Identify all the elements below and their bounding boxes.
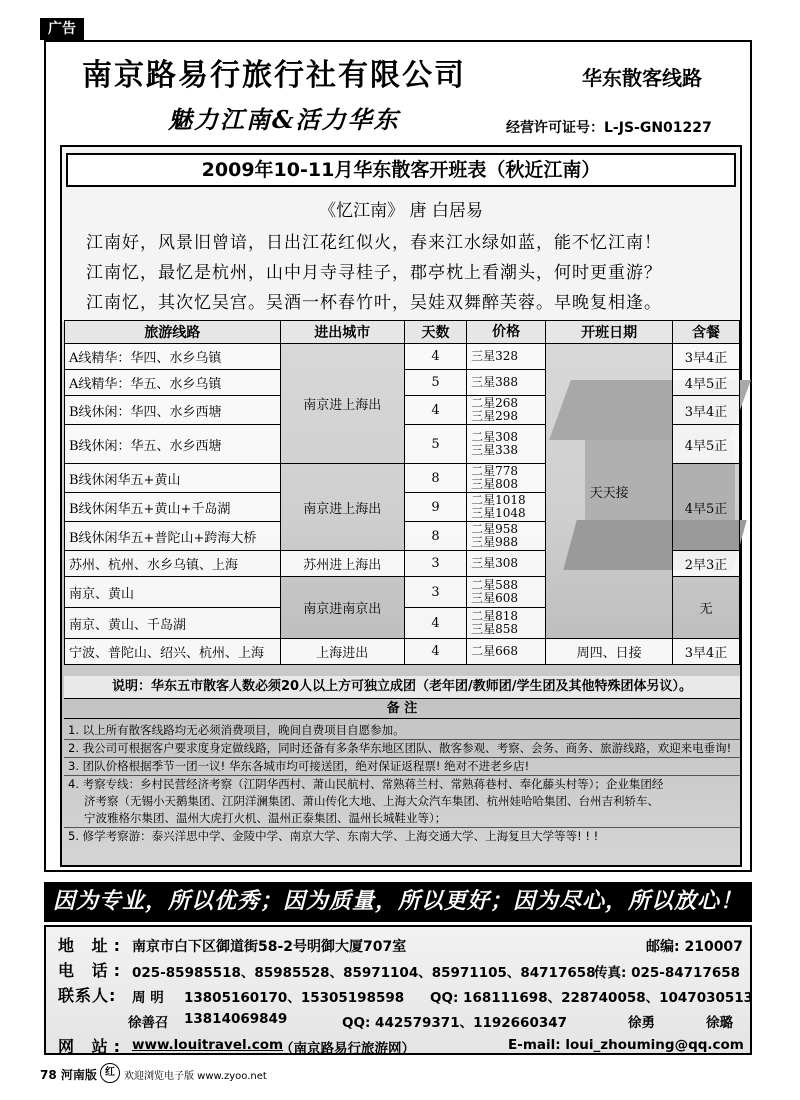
price-value: 二星268 (471, 396, 518, 410)
table-row (65, 344, 740, 370)
qq: QQ: 168111698、228740058、1047030513 (430, 990, 754, 1006)
meal-cell: 2早3正 (672, 551, 739, 577)
price-value: 三星608 (471, 591, 518, 605)
price-cell (467, 577, 546, 608)
price-value: 二星588 (471, 578, 518, 592)
route-cell: B线休闲华五+黄山+千岛湖 (65, 493, 281, 522)
price-value: 三星338 (471, 443, 518, 457)
price-value: 二星778 (471, 464, 518, 478)
days-cell: 8 (404, 522, 466, 551)
schedule-table (64, 320, 740, 665)
price-cell (467, 522, 546, 551)
route-cell: B线休闲：华五、水乡西塘 (65, 425, 281, 464)
days-cell: 8 (404, 464, 466, 493)
schedule-title: 2009年10-11月华东散客开班表（秋近江南） (66, 153, 736, 187)
price-value: 二星1018 (471, 493, 526, 507)
date-cell: 天天接 (546, 344, 673, 639)
header-days: 天数 (404, 321, 466, 344)
price-value: 三星328 (471, 349, 518, 363)
address: 南京市白下区御道街58-2号明御大厦707室 (132, 939, 407, 955)
price-value: 三星988 (471, 535, 518, 549)
days-cell: 4 (404, 396, 466, 425)
mobile: 13805160170、15305198598 (184, 990, 405, 1006)
phone-label: 电 话: (58, 961, 126, 980)
route-cell: 南京、黄山、千岛湖 (65, 608, 281, 639)
price-value: 二星308 (471, 430, 518, 444)
table-row (65, 639, 740, 665)
poem (66, 190, 736, 320)
days-cell: 4 (404, 608, 466, 639)
days-cell: 9 (404, 493, 466, 522)
route-cell: B线休闲华五+普陀山+跨海大桥 (65, 522, 281, 551)
contact-person: 周 明 (132, 990, 164, 1006)
contact-person: 徐璐 (706, 1015, 733, 1031)
price-cell (467, 551, 546, 577)
postcode: 邮编: 210007 (646, 939, 743, 955)
poem-line: 江南忆，其次忆吴宫。吴酒一杯春竹叶，吴娃双舞醉芙蓉。早晚复相逢。 (86, 293, 662, 313)
remarks-heading: 备 注 (64, 700, 740, 719)
poem-line: 江南忆，最忆是杭州，山中月寺寻桂子，郡亭枕上看潮头，何时更重游？ (86, 263, 662, 283)
website-label: 网 站: (58, 1037, 126, 1056)
price-value: 三星858 (471, 622, 518, 636)
price-cell (467, 396, 546, 425)
price-value: 三星808 (471, 477, 518, 491)
price-cell (467, 370, 546, 396)
poem-title: 《忆江南》 唐 白居易 (319, 201, 483, 221)
contact-person: 徐善召 (128, 1015, 169, 1031)
price-cell (467, 425, 546, 464)
price-cell (467, 344, 546, 370)
contact-person: 徐勇 (628, 1015, 655, 1031)
days-cell: 4 (404, 344, 466, 370)
meal-cell: 3早4正 (672, 396, 739, 425)
city-cell: 南京进上海出 (280, 464, 404, 551)
remark-item: 5. 修学考察游：泰兴洋思中学、金陵中学、南京大学、东南大学、上海交通大学、上海复旦大学等等! ! ! (68, 829, 599, 843)
qq: QQ: 442579371、1192660347 (342, 1015, 568, 1031)
days-cell: 3 (404, 551, 466, 577)
motto-banner: 因为专业，所以优秀；因为质量，所以更好；因为尽心，所以放心！ (44, 882, 752, 922)
website-link[interactable]: www.louitravel.com (132, 1037, 284, 1053)
group-note: 说明：华东五市散客人数必须20人以上方可独立成团（老年团/教师团/学生团及其他特殊团体另议）。 (64, 676, 740, 699)
price-value: 三星308 (471, 556, 518, 570)
poem-line: 江南好，风景旧曾谙，日出江花红似火，春来江水绿如蓝，能不忆江南！ (86, 233, 662, 253)
slogan: 魅力江南&活力华东 (168, 105, 400, 134)
meal-cell: 3早4正 (672, 344, 739, 370)
contact-panel (44, 925, 752, 1055)
magazine-logo: 红 (100, 1063, 120, 1083)
mobile: 13814069849 (184, 1011, 288, 1027)
table-header-row (65, 321, 740, 344)
fax: 传真: 025-84717658 (594, 965, 741, 981)
remark-item: 1. 以上所有散客线路均无必须消费项目，晚间自费项目自愿参加。 (64, 722, 740, 740)
remark-item: 宁波雅格尔集团、温州大虎打火机、温州正泰集团、温州长城鞋业等）； (64, 810, 740, 828)
city-cell: 上海进出 (280, 639, 404, 665)
price-cell (467, 493, 546, 522)
route-cell: A线精华：华四、水乡乌镇 (65, 344, 281, 370)
days-cell: 5 (404, 370, 466, 396)
remark-item: 济考察（无锡小天鹅集团、江阴洋澜集团、萧山传化大地、上海大众汽车集团、杭州娃哈哈集团、台州吉利轿车、 (84, 794, 659, 808)
meal-cell: 3早4正 (672, 639, 739, 665)
remark-item: 2. 我公司可根据客户要求度身定做线路，同时还备有多条华东地区团队、散客参观、考察、会务、商务、旅游线路，欢迎来电垂询! (64, 740, 740, 758)
header-route: 旅游线路 (65, 321, 281, 344)
price-value: 三星1048 (471, 506, 526, 520)
email[interactable]: E-mail: loui_zhouming@qq.com (508, 1037, 744, 1053)
remark-item: 4. 考察专线：乡村民营经济考察（江阴华西村、萧山民航村、常熟蒋兰村、常熟蒋巷村、奉化藤头村等）；企业集团经 (68, 777, 664, 791)
meal-cell: 4早5正 (672, 464, 739, 551)
city-cell: 南京进上海出 (280, 344, 404, 464)
footer-text: 欢迎浏览电子版 www.zyoo.net (124, 1071, 267, 1082)
route-cell: B线休闲：华四、水乡西塘 (65, 396, 281, 425)
remarks-list (64, 722, 740, 845)
meal-cell: 4早5正 (672, 425, 739, 464)
city-cell: 苏州进上海出 (280, 551, 404, 577)
route-cell: 宁波、普陀山、绍兴、杭州、上海 (65, 639, 281, 665)
ad-tag: 广告 (40, 18, 84, 40)
route-type: 华东散客线路 (582, 66, 702, 90)
price-value: 三星298 (471, 409, 518, 423)
price-value: 二星818 (471, 609, 518, 623)
website-note: （南京路易行旅游网） (280, 1041, 415, 1057)
license-number: 经营许可证号：L-JS-GN01227 (506, 120, 712, 136)
price-value: 二星958 (471, 522, 518, 536)
header-meal: 含餐 (672, 321, 739, 344)
meal-cell: 4早5正 (672, 370, 739, 396)
route-cell: A线精华：华五、水乡乌镇 (65, 370, 281, 396)
price-cell (467, 464, 546, 493)
company-name: 南京路易行旅行社有限公司 (82, 58, 466, 93)
contact-person-label: 联系人: (58, 986, 117, 1005)
route-cell: 南京、黄山 (65, 577, 281, 608)
header-city: 进出城市 (280, 321, 404, 344)
header-date: 开班日期 (546, 321, 673, 344)
days-cell: 4 (404, 639, 466, 665)
address-label: 地 址: (58, 936, 126, 955)
route-cell: B线休闲华五+黄山 (65, 464, 281, 493)
price-value: 二星668 (471, 644, 518, 658)
days-cell: 5 (404, 425, 466, 464)
date-cell: 周四、日接 (546, 639, 673, 665)
meal-cell: 无 (672, 577, 739, 639)
remark-item: 3. 团队价格根据季节一团一议! 华东各城市均可接送团，绝对保证返程票! 绝对不进老乡店! (64, 758, 740, 776)
days-cell: 3 (404, 577, 466, 608)
header-price: 价格 (467, 321, 546, 344)
price-cell (467, 608, 546, 639)
price-cell (467, 639, 546, 665)
city-cell: 南京进南京出 (280, 577, 404, 639)
price-value: 三星388 (471, 375, 518, 389)
route-cell: 苏州、杭州、水乡乌镇、上海 (65, 551, 281, 577)
phone: 025-85985518、85985528、85971104、85971105、84717658 (132, 965, 596, 981)
page-footer: 78 河南版 (40, 1068, 97, 1082)
